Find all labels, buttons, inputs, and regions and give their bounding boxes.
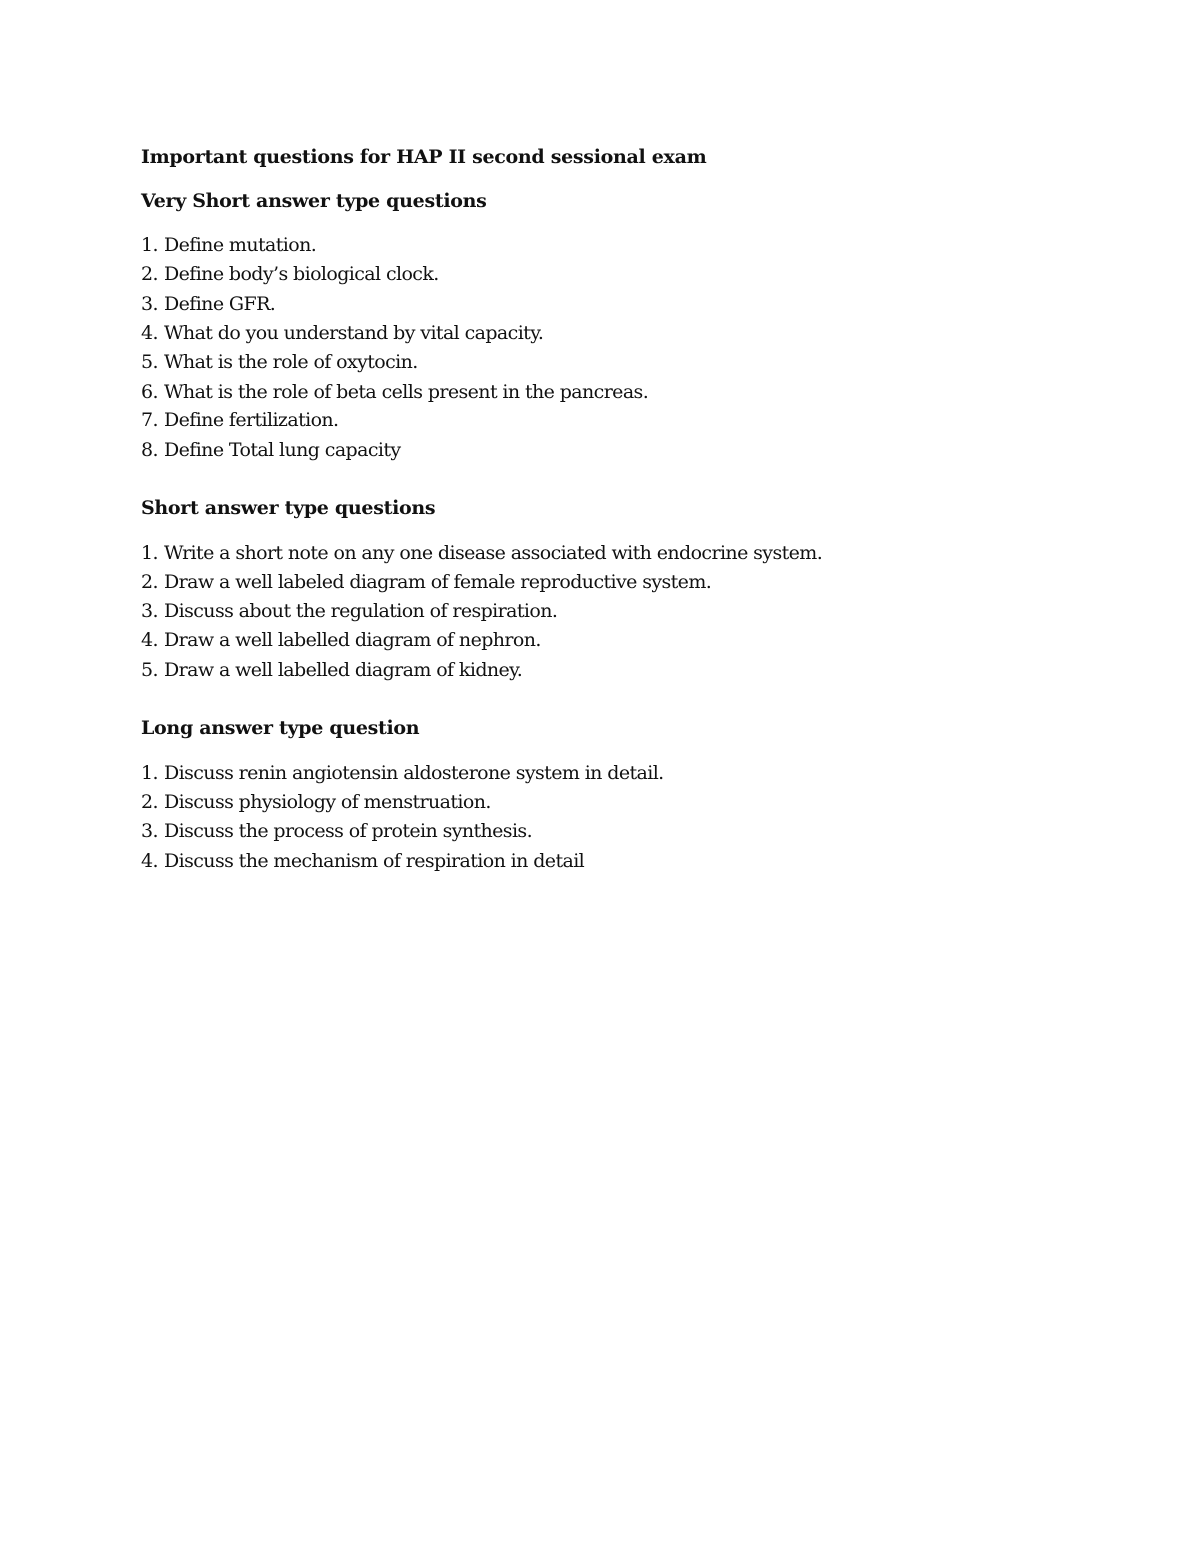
section-heading-very-short: Very Short answer type questions <box>141 190 487 212</box>
item-number: 3. <box>141 820 158 842</box>
list-item <box>141 542 822 564</box>
list-item <box>141 439 401 461</box>
item-text: Discuss the process of protein synthesis. <box>164 820 533 842</box>
item-number: 3. <box>141 293 158 315</box>
section-heading-short: Short answer type questions <box>141 497 436 519</box>
document-title: Important questions for HAP II second sessional exam <box>141 146 707 168</box>
item-number: 3. <box>141 600 158 622</box>
item-text: Draw a well labelled diagram of nephron. <box>164 629 541 651</box>
item-text: Discuss the mechanism of respiration in detail <box>164 850 585 872</box>
list-item <box>141 263 439 285</box>
list-item <box>141 850 584 872</box>
item-number: 2. <box>141 571 158 593</box>
item-number: 1. <box>141 234 158 256</box>
item-number: 5. <box>141 659 158 681</box>
item-text: Write a short note on any one disease associated with endocrine system. <box>164 542 823 564</box>
list-item <box>141 234 316 256</box>
section-heading-long: Long answer type question <box>141 717 420 739</box>
item-number: 7. <box>141 409 158 431</box>
item-text: Define body’s biological clock. <box>164 263 439 285</box>
item-text: Discuss about the regulation of respiration. <box>164 600 558 622</box>
item-text: Define GFR. <box>164 293 276 315</box>
list-item <box>141 600 557 622</box>
list-item <box>141 629 541 651</box>
list-item <box>141 381 648 403</box>
list-item <box>141 293 275 315</box>
item-text: What do you understand by vital capacity. <box>164 322 544 344</box>
item-number: 4. <box>141 629 158 651</box>
item-number: 4. <box>141 850 158 872</box>
list-item <box>141 571 711 593</box>
list-item <box>141 659 522 681</box>
item-text: What is the role of oxytocin. <box>164 351 418 373</box>
list-item <box>141 409 339 431</box>
list-item <box>141 820 532 842</box>
item-number: 5. <box>141 351 158 373</box>
item-number: 1. <box>141 542 158 564</box>
item-text: Discuss renin angiotensin aldosterone system in detail. <box>164 762 664 784</box>
list-item <box>141 791 491 813</box>
item-text: What is the role of beta cells present in the pancreas. <box>164 381 649 403</box>
item-text: Define fertilization. <box>164 409 339 431</box>
item-text: Discuss physiology of menstruation. <box>164 791 491 813</box>
item-number: 8. <box>141 439 158 461</box>
list-item <box>141 351 418 373</box>
list-item <box>141 322 543 344</box>
item-text: Define mutation. <box>164 234 317 256</box>
item-text: Draw a well labeled diagram of female reproductive system. <box>164 571 712 593</box>
item-text: Draw a well labelled diagram of kidney. <box>164 659 523 681</box>
list-item <box>141 762 664 784</box>
item-number: 4. <box>141 322 158 344</box>
item-text: Define Total lung capacity <box>164 439 401 461</box>
item-number: 2. <box>141 791 158 813</box>
item-number: 1. <box>141 762 158 784</box>
item-number: 2. <box>141 263 158 285</box>
item-number: 6. <box>141 381 158 403</box>
